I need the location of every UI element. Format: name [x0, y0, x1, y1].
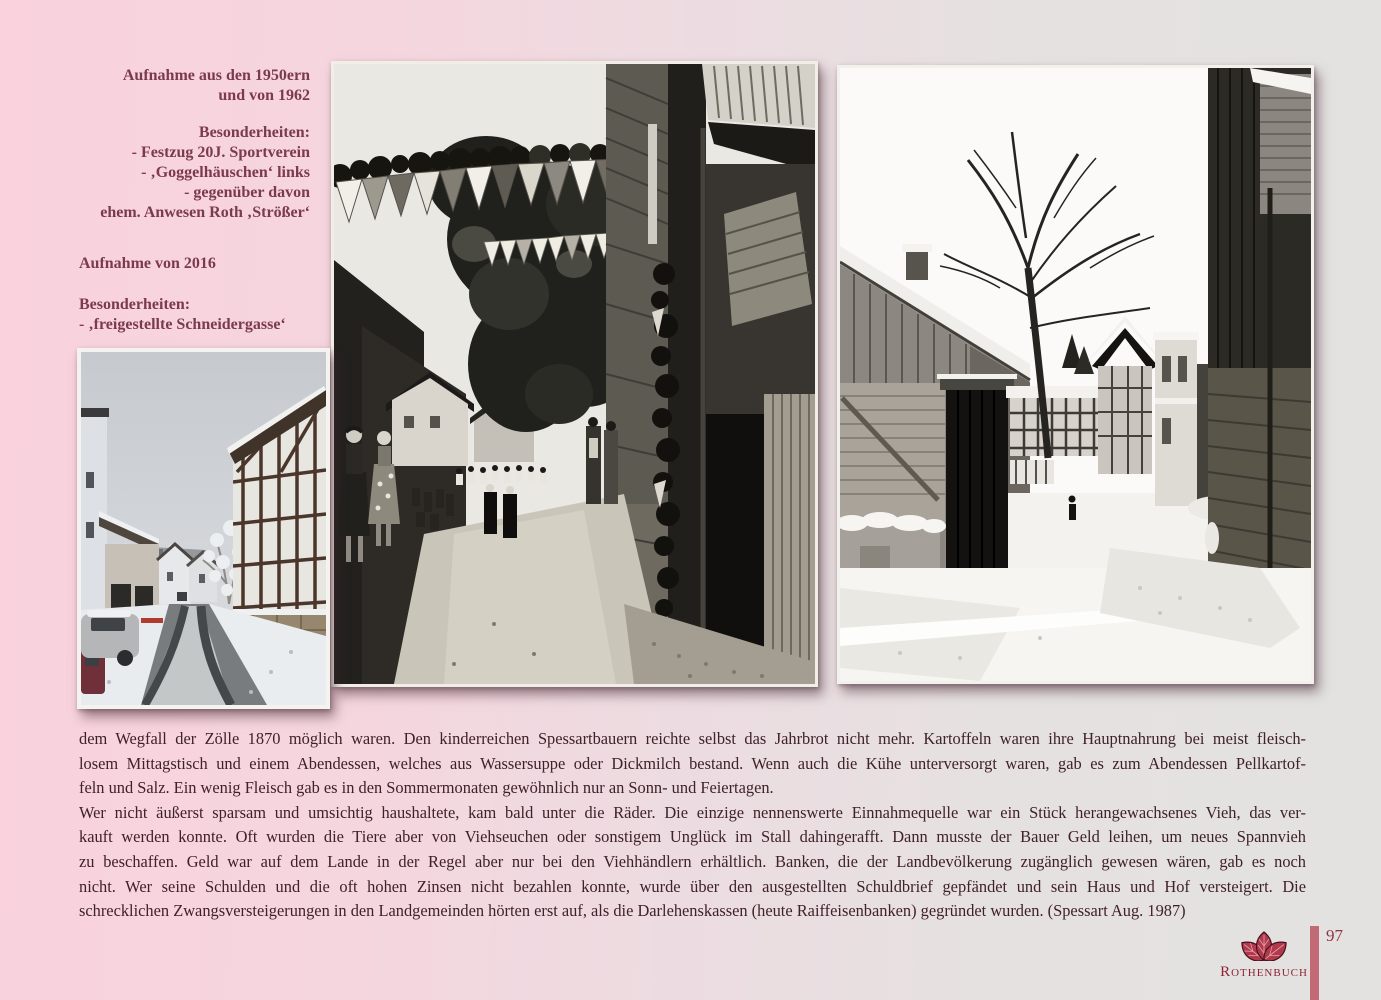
stone-stairs	[703, 128, 815, 664]
caption-item: - ‚Goggelhäuschen‘ links	[141, 164, 310, 181]
body-line: kauft werden konnte. Oft wurden die Tiere aber von Viehseuchen oder sonstigem Unglück im Stall dahingerafft. Dann musste der Bauer Geld leihen, um neues Spannvieh	[79, 827, 1306, 847]
body-paragraphs	[79, 727, 1306, 924]
page-number: 97	[1326, 926, 1343, 945]
body-line: nicht. Wer seine Schulden und die oft hohen Zinsen nicht bezahlen konnte, wurde über den ausgestellten Schuldbrief gepfändet und sein Haus und Hof versteigert. Die	[79, 876, 1306, 896]
body-line: schrecklichen Zwangsversteigerungen in den Landgemeinden hörten erst auf, als die Darlehenskassen (heute Raiffeisenbanken) gegründet wurden. (Spessart Aug. 1987)	[79, 901, 1186, 921]
body-line: zu beschaffen. Geld war auf dem Lande in der Regel aber nur bei den Viehhändlern erhältlich. Banken, die der Landbevölkerung zugänglich gewesen wären, gab es noch	[79, 851, 1306, 871]
photo-festival-1950s	[331, 61, 818, 687]
body-line: dem Wegfall der Zölle 1870 möglich waren. Den kinderreichen Spessartbauern reichte selbst das Jahrbrot nicht mehr. Kartoffeln waren ihre Hauptnahrung bei meist fleisch-	[79, 729, 1306, 748]
caption-line: Aufnahme von 2016	[79, 255, 216, 272]
caption-block-2016	[79, 254, 286, 335]
body-line: feln und Salz. Ein wenig Fleisch gab es in den Sommermonaten gewöhnlich nur an Sonn- und Feiertagen.	[79, 778, 774, 798]
caption-line: Aufnahme aus den 1950ern	[122, 67, 310, 84]
photo-winter-1962	[837, 65, 1314, 684]
festival-photo-illustration	[334, 64, 815, 684]
caption-block-1950s	[58, 66, 310, 223]
color-photo-illustration	[81, 352, 326, 705]
caption-item: - Festzug 20J. Sportverein	[131, 144, 310, 161]
caption-heading: Besonderheiten:	[198, 124, 310, 141]
beech-leaves-icon	[1218, 929, 1310, 961]
caption-item: - gegenüber davon	[184, 184, 310, 201]
caption-heading: Besonderheiten:	[79, 296, 191, 313]
winter-photo-illustration	[840, 68, 1311, 681]
photo-schneidergasse-2016	[77, 348, 330, 709]
caption-item: - ‚freigestellte Schneidergasse‘	[79, 316, 286, 333]
body-line: Wer nicht äußerst sparsam und umsichtig haushaltete, kam bald unter die Räder. Die einzige nennenswerte Einnahmequelle war ein Stück herangewachsenes Vieh, das ver-	[79, 802, 1306, 822]
logo-text: Rothenbuch	[1220, 964, 1308, 980]
caption-line: und von 1962	[218, 87, 310, 104]
caption-item: ehem. Anwesen Roth ‚Strößer‘	[100, 204, 310, 221]
rothenbuch-logo	[1216, 929, 1312, 981]
body-line: losem Mittagstisch und einem Abendessen, welches aus Wassersuppe oder Dickmilch bestand. Wenn auch die Kühe unterversorgt waren, gab es zum Abendessen Pellkartof-	[79, 753, 1306, 773]
